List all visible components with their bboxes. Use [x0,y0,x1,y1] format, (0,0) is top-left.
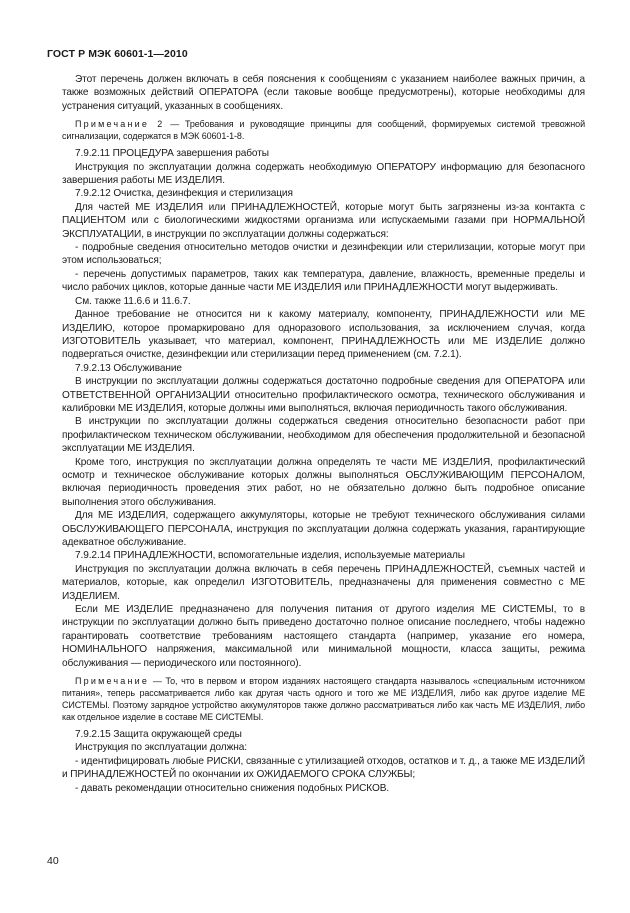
page-number: 40 [47,855,59,867]
list-item: - перечень допустимых параметров, таких как температура, давление, влажность, временные пределы и число рабочих циклов, которые данные части МЕ ИЗДЕЛИЯ или ПРИНАДЛЕЖНОСТИ могут выдерживать. [62,268,585,294]
paragraph: Инструкция по эксплуатации должна: [75,742,247,754]
section-heading: 7.9.2.13 Обслуживание [75,362,182,374]
paragraph: В инструкции по эксплуатации должны содержаться сведения относительно безопасности работ при профилактическом техническом обслуживании, необходимом для обеспечения продолжительной и безопасной эксплуатации МЕ ИЗДЕЛИЯ. [62,416,585,455]
paragraph: Для частей МЕ ИЗДЕЛИЯ или ПРИНАДЛЕЖНОСТЕЙ, которые могут быть загрязнены из-за контакта с ПАЦИЕНТОМ или с биологическими жидкостями организма или испускаемыми газами при НОРМАЛЬНОЙ ЭКСПЛУАТАЦИИ, в инструкции по эксплуатации должны содержаться: [62,201,585,240]
paragraph: В инструкции по эксплуатации должны содержаться достаточно подробные сведения для ОПЕРАТОРА или ОТВЕТСТВЕННОЙ ОРГАНИЗАЦИИ относительно профилактического осмотра, технического обслуживания и калибровки МЕ ИЗДЕЛИЯ, которые должны ими выполняться, включая периодичность такого обслуживания. [62,376,585,414]
note-text: — Требования и руководящие принципы для сообщений, формируемых системой тревожной сигнализации, содержатся в МЭК 60601-1-8. [62,119,585,142]
section-heading: 7.9.2.12 Очистка, дезинфекция и стерилизация [75,188,293,200]
note-3 [62,675,585,723]
note-text: — То, что в первом и втором изданиях настоящего стандарта называлось «специальным источником питания», теперь рассматривается либо как другая часть одного и того же МЕ ИЗДЕЛИЯ, либо как другое изделие МЕ СИСТЕМЫ. Поэтому зарядное устройство аккумуляторов также должно рассматриваться либо как часть МЕ ИЗДЕЛИЯ, либо как отдельное изделие в составе МЕ СИСТЕМЫ. [62,676,585,723]
note-label: Примечание 2 [75,119,165,130]
paragraph: Инструкция по эксплуатации должна включать в себя перечень ПРИНАДЛЕЖНОСТЕЙ, съемных частей и материалов, которые, как определил ИЗГОТОВИТЕЛЬ, предназначены для применения совместно с МЕ ИЗДЕЛИЕМ. [62,563,585,602]
paragraph: Этот перечень должен включать в себя пояснения к сообщениям с указанием наиболее важных причин, а также возможных действий ОПЕРАТОРА (если таковые вообще предусмотрены), которые необходимы для устранения ситуаций, указанных в сообщениях. [62,74,585,112]
list-item: - подробные сведения относительно методов очистки и дезинфекции или стерилизации, которые могут при этом использоваться; [62,242,585,267]
paragraph: Кроме того, инструкция по эксплуатации должна определять те части МЕ ИЗДЕЛИЯ, профилактический осмотр и техническое обслуживание которых должны выполняться ОБСЛУЖИВАЮЩИМ ПЕРСОНАЛОМ, включая периодичность проведения этих работ, но не обязательно должно быть подробное описание выполнения этого обслуживания. [62,456,585,508]
note-2 [62,118,585,142]
section-heading: 7.9.2.15 Защита окружающей среды [75,729,242,741]
paragraph: Инструкция по эксплуатации должна содержать необходимую ОПЕРАТОРУ информацию для безопасного завершения работы МЕ ИЗДЕЛИЯ. [62,161,585,187]
section-heading: 7.9.2.11 ПРОЦЕДУРА завершения работы [75,148,269,160]
page-header-standard-id: ГОСТ Р МЭК 60601-1—2010 [47,48,188,60]
list-item: - идентифицировать любые РИСКИ, связанные с утилизацией отходов, остатков и т. д., а также МЕ ИЗДЕЛИЙ и ПРИНАДЛЕЖНОСТЕЙ по окончании их ОЖИДАЕМОГО СРОКА СЛУЖБЫ; [62,755,585,781]
document-body [62,73,585,795]
note-label: Примечание [75,676,150,687]
paragraph: См. также 11.6.6 и 11.6.7. [75,295,191,307]
paragraph: Данное требование не относится ни к какому материалу, компоненту, ПРИНАДЛЕЖНОСТИ или МЕ ИЗДЕЛИЮ, которое промаркировано для одноразового использования, за исключением случая, когда ИЗГОТОВИТЕЛЬ указывает, что материал, компонент, ПРИНАДЛЕЖНОСТЬ или МЕ ИЗДЕЛИЕ должно подвергаться очистке, дезинфекции или стерилизации перед применением (см. 7.2.1). [62,309,585,361]
list-item: - давать рекомендации относительно снижения подобных РИСКОВ. [75,782,390,794]
paragraph: Для МЕ ИЗДЕЛИЯ, содержащего аккумуляторы, которые не требуют технического обслуживания силами ОБСЛУЖИВАЮЩЕГО ПЕРСОНАЛА, инструкция по эксплуатации должна содержать указания, гарантирующие адекватное обслуживание. [62,510,585,548]
section-heading: 7.9.2.14 ПРИНАДЛЕЖНОСТИ, вспомогательные изделия, используемые материалы [75,550,465,562]
paragraph: Если МЕ ИЗДЕЛИЕ предназначено для получения питания от другого изделия МЕ СИСТЕМЫ, то в инструкции по эксплуатации должно быть приведено достаточно полное описание последнего, чтобы надежно гарантировать соответствие требованиям настоящего стандарта (например, указание его номера, НОМИНАЛЬНОГО напряжения, максимальной или минимальной мощности, класса защиты, режима обслуживания — периодического или постоянного). [62,604,585,669]
